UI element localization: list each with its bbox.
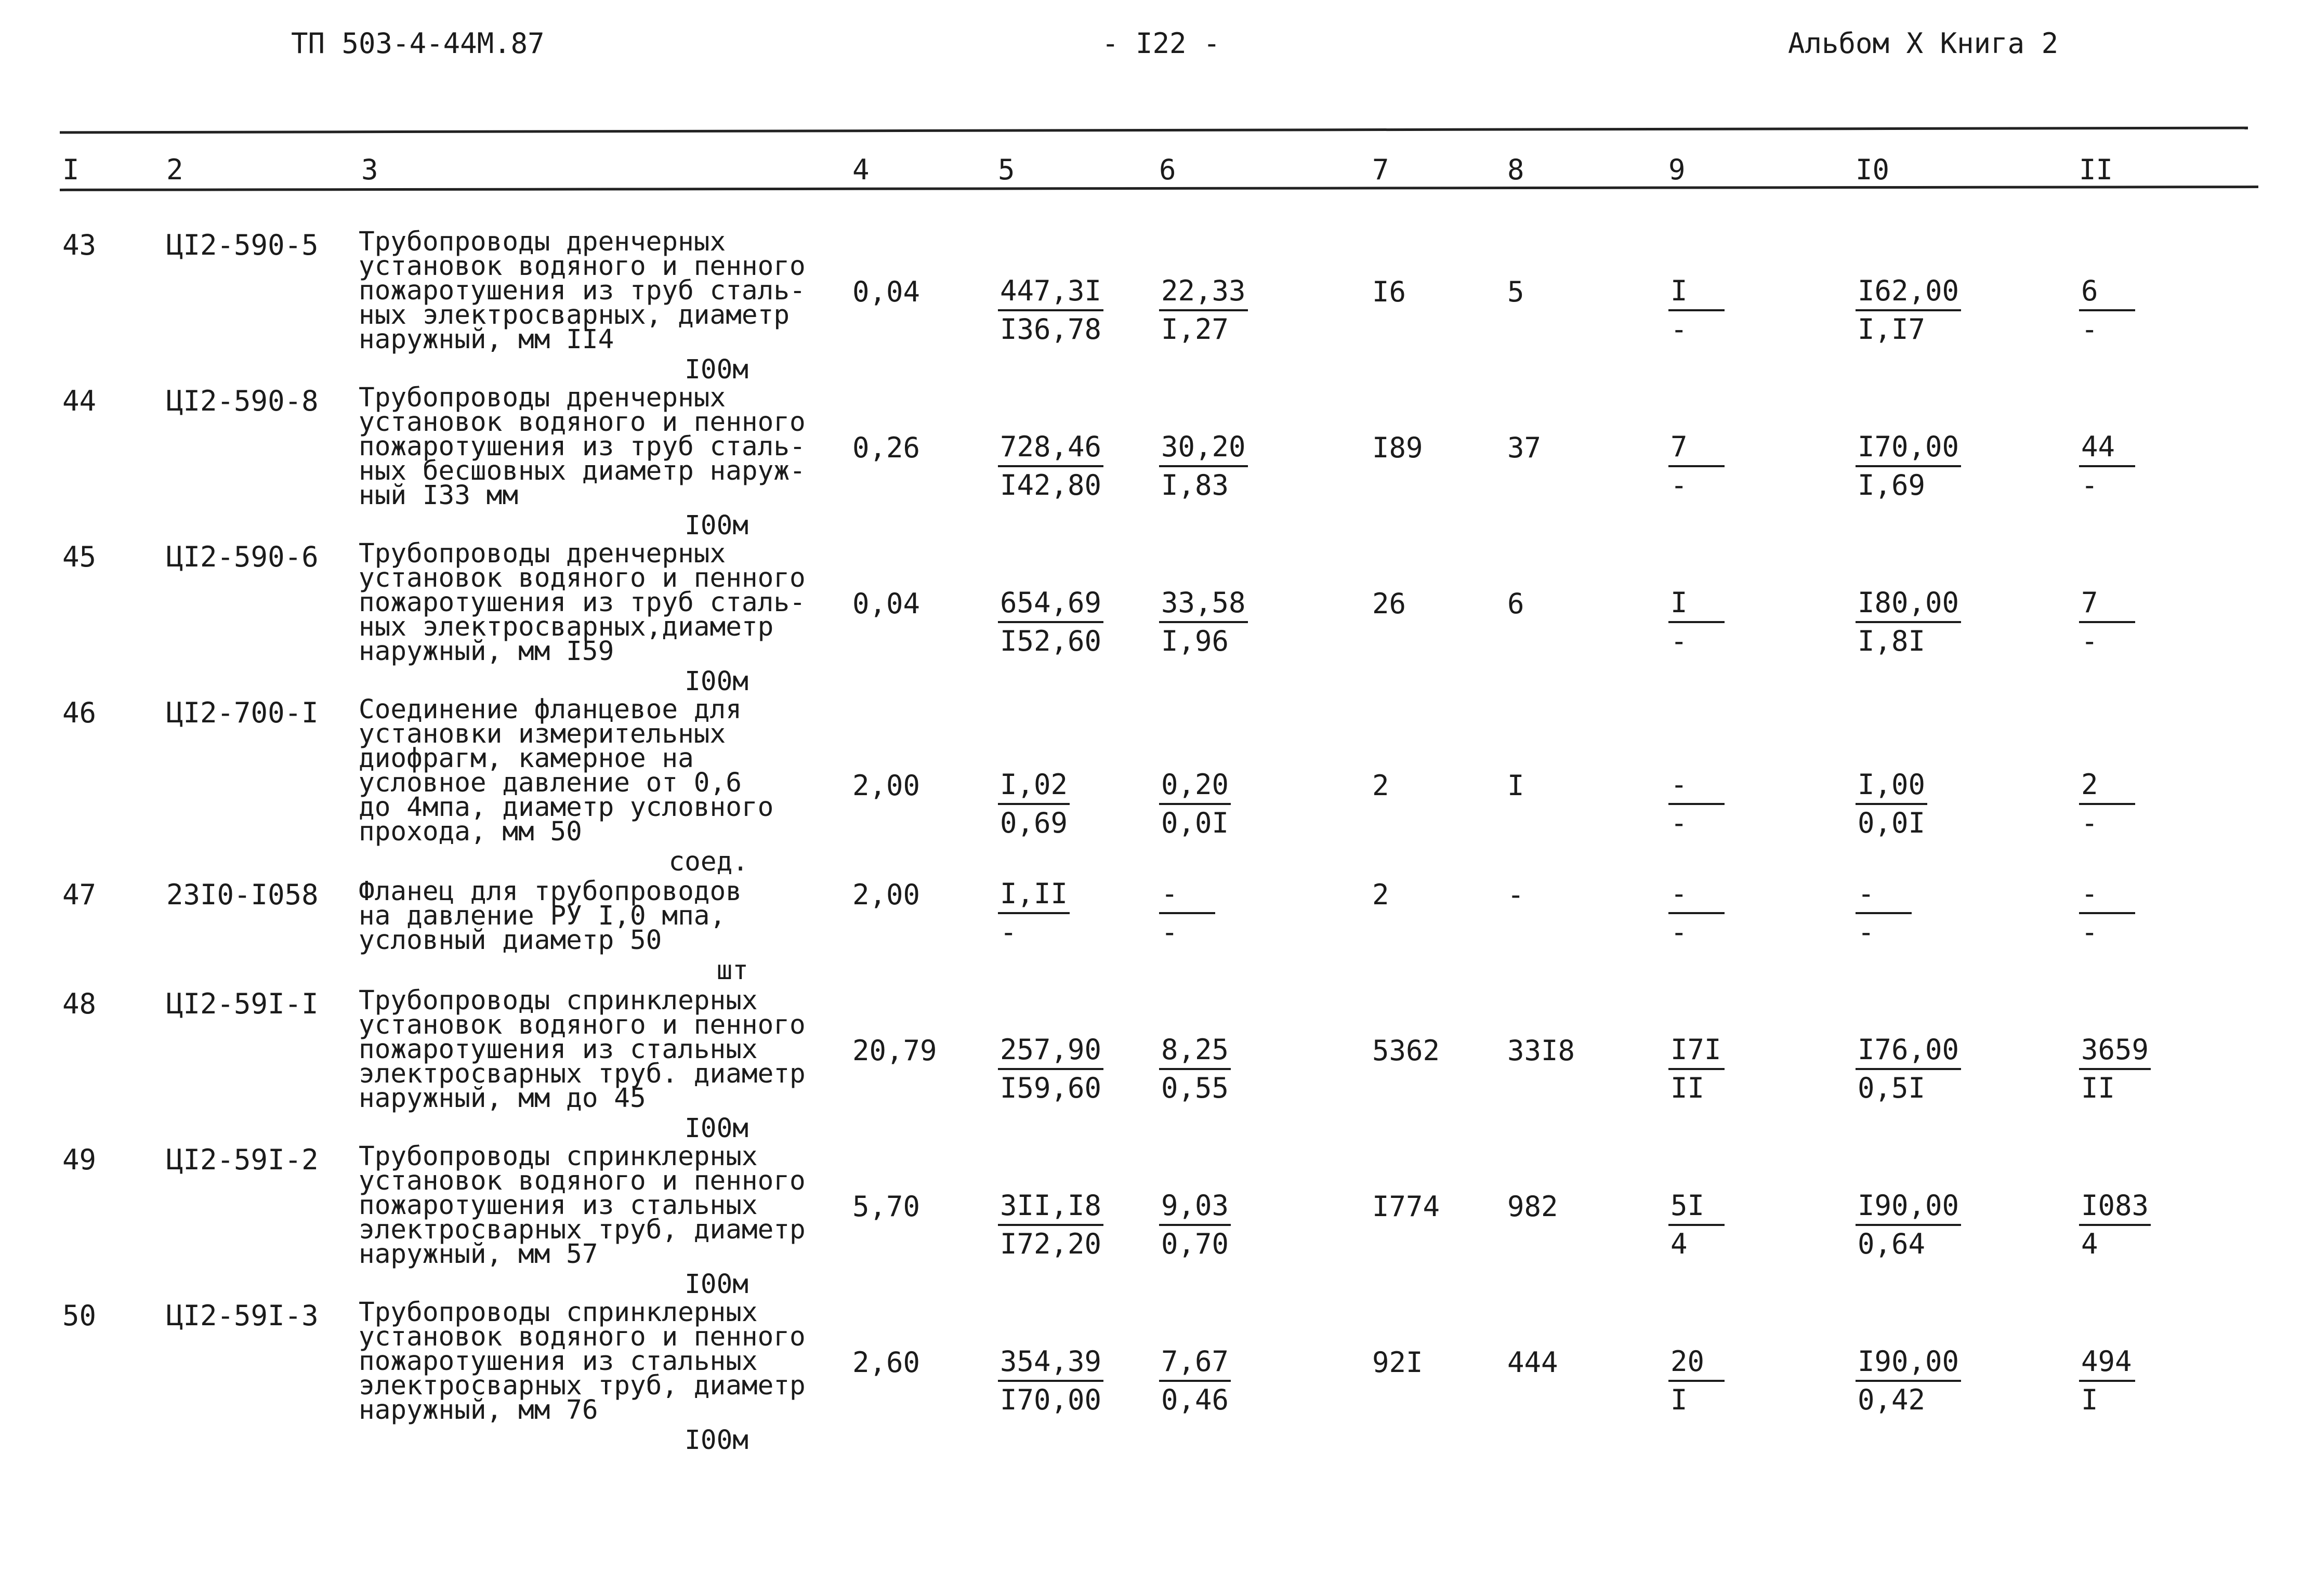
col-8-value: 37 xyxy=(1507,431,1542,464)
work-description xyxy=(359,694,811,847)
wage-fraction xyxy=(1159,767,1231,841)
fraction-numerator: - xyxy=(1668,767,1725,805)
norm-code: ЦI2-59I-I xyxy=(166,987,319,1020)
fraction-numerator: 20 xyxy=(1668,1343,1725,1382)
fraction-numerator: I xyxy=(1668,585,1725,623)
description-line: Соединение фланцевое для xyxy=(359,694,742,725)
col-9-fraction xyxy=(1668,1188,1725,1262)
unit-cost-fraction xyxy=(998,429,1103,504)
description-line: наружный, мм 76 xyxy=(359,1395,598,1426)
col-9-fraction xyxy=(1668,1343,1725,1418)
description-line: ный I33 мм xyxy=(359,480,519,511)
fraction-denominator: 4 xyxy=(1670,1228,1688,1260)
col-11-fraction xyxy=(2079,273,2135,348)
fraction-denominator: 0,46 xyxy=(1161,1383,1229,1416)
fraction-numerator: I80,00 xyxy=(1856,585,1961,623)
quantity: 20,79 xyxy=(852,1034,937,1067)
fraction-numerator: 6 xyxy=(2079,273,2135,311)
column-header-6: 6 xyxy=(1159,153,1176,186)
fraction-denominator: - xyxy=(1670,916,1688,948)
col-11-fraction xyxy=(2079,1188,2151,1262)
col-10-fraction xyxy=(1856,585,1961,659)
col-11-fraction xyxy=(2079,1343,2135,1418)
column-header-7: 7 xyxy=(1372,153,1389,186)
description-line: наружный, мм I59 xyxy=(359,636,614,667)
wage-fraction xyxy=(1159,585,1248,659)
fraction-denominator: - xyxy=(1161,916,1178,948)
fraction-numerator: 7,67 xyxy=(1159,1343,1231,1382)
wage-fraction xyxy=(1159,876,1215,951)
description-line: Трубопроводы спринклерных xyxy=(359,1141,758,1172)
quantity: 5,70 xyxy=(852,1190,920,1223)
description-line: наружный, мм до 45 xyxy=(359,1083,646,1114)
row-number: 46 xyxy=(62,696,97,729)
col-8-value: 6 xyxy=(1507,587,1524,620)
description-line: Фланец для трубопроводов xyxy=(359,876,742,907)
work-description xyxy=(359,382,811,511)
description-line: ных электросварных,диаметр xyxy=(359,612,774,642)
unit-cost-fraction xyxy=(998,767,1070,841)
fraction-numerator: - xyxy=(1159,876,1215,914)
col-8-value: 5 xyxy=(1507,275,1524,308)
column-header-11: II xyxy=(2079,153,2113,186)
col-11-fraction xyxy=(2079,876,2135,951)
description-line: пожаротушения из труб сталь- xyxy=(359,431,806,462)
fraction-denominator: 0,55 xyxy=(1161,1072,1229,1104)
fraction-denominator: I36,78 xyxy=(1000,313,1102,346)
row-number: 43 xyxy=(62,229,97,261)
fraction-denominator: I,27 xyxy=(1161,313,1229,346)
row-number: 48 xyxy=(62,987,97,1020)
fraction-numerator: 5I xyxy=(1668,1188,1725,1226)
fraction-denominator: - xyxy=(1670,469,1688,502)
unit-cost-fraction xyxy=(998,1343,1103,1418)
description-line: установок водяного и пенного xyxy=(359,1322,806,1352)
col-11-fraction xyxy=(2079,429,2135,504)
work-description xyxy=(359,985,811,1114)
description-line: Трубопроводы дренчерных xyxy=(359,538,726,569)
work-description xyxy=(359,876,811,956)
norm-code: 23I0-I058 xyxy=(166,878,319,911)
fraction-denominator: I52,60 xyxy=(1000,625,1102,657)
row-number: 50 xyxy=(62,1299,97,1332)
fraction-denominator: 0,0I xyxy=(1161,807,1229,839)
col-9-fraction xyxy=(1668,876,1725,951)
fraction-numerator: 354,39 xyxy=(998,1343,1103,1382)
unit-cost-fraction xyxy=(998,876,1070,951)
fraction-denominator: 0,70 xyxy=(1161,1228,1229,1260)
description-line: пожаротушения из стальных xyxy=(359,1346,758,1377)
description-line: диофрагм, камерное на xyxy=(359,743,694,774)
column-header-2: 2 xyxy=(166,153,183,186)
unit-cost-fraction xyxy=(998,1032,1103,1106)
fraction-denominator: - xyxy=(2081,313,2098,346)
description-line: наружный, мм 57 xyxy=(359,1239,598,1270)
fraction-numerator: 44 xyxy=(2079,429,2135,467)
fraction-numerator: 7 xyxy=(1668,429,1725,467)
fraction-denominator: - xyxy=(2081,916,2098,948)
description-line: установок водяного и пенного xyxy=(359,1166,806,1196)
fraction-denominator: 0,64 xyxy=(1858,1228,1926,1260)
fraction-denominator: - xyxy=(1670,807,1688,839)
col-7-value: 2 xyxy=(1372,878,1389,911)
work-description xyxy=(359,1141,811,1270)
fraction-numerator: I,00 xyxy=(1856,767,1927,805)
fraction-numerator: 7 xyxy=(2079,585,2135,623)
fraction-numerator: 447,3I xyxy=(998,273,1103,311)
norm-code: ЦI2-59I-3 xyxy=(166,1299,319,1332)
wage-fraction xyxy=(1159,273,1248,348)
fraction-numerator: I62,00 xyxy=(1856,273,1961,311)
work-description xyxy=(359,227,811,355)
description-line: наружный, мм II4 xyxy=(359,324,614,355)
fraction-numerator: 30,20 xyxy=(1159,429,1248,467)
quantity: 2,00 xyxy=(852,769,920,802)
quantity: 0,04 xyxy=(852,587,920,620)
fraction-numerator: 22,33 xyxy=(1159,273,1248,311)
fraction-numerator: I7I xyxy=(1668,1032,1725,1070)
top-rule xyxy=(60,127,2248,134)
fraction-numerator: I xyxy=(1668,273,1725,311)
fraction-denominator: 0,0I xyxy=(1858,807,1926,839)
col-9-fraction xyxy=(1668,429,1725,504)
document-code: ТП 503-4-44М.87 xyxy=(291,27,545,60)
column-header-3: 3 xyxy=(361,153,378,186)
fraction-numerator: I70,00 xyxy=(1856,429,1961,467)
unit-of-measure: шт xyxy=(716,955,748,986)
col-8-value: 444 xyxy=(1507,1346,1558,1379)
fraction-denominator: - xyxy=(2081,469,2098,502)
description-line: ных бесшовных диаметр наруж- xyxy=(359,456,806,486)
fraction-numerator: 3II,I8 xyxy=(998,1188,1103,1226)
fraction-numerator: 9,03 xyxy=(1159,1188,1231,1226)
col-7-value: 5362 xyxy=(1372,1034,1440,1067)
fraction-denominator: I xyxy=(2081,1383,2098,1416)
col-10-fraction xyxy=(1856,767,1927,841)
description-line: установок водяного и пенного xyxy=(359,251,806,282)
fraction-numerator: I76,00 xyxy=(1856,1032,1961,1070)
fraction-numerator: 728,46 xyxy=(998,429,1103,467)
fraction-denominator: I,I7 xyxy=(1858,313,1926,346)
fraction-numerator: 257,90 xyxy=(998,1032,1103,1070)
work-description xyxy=(359,538,811,667)
quantity: 0,04 xyxy=(852,275,920,308)
unit-of-measure: I00м xyxy=(685,1425,748,1456)
wage-fraction xyxy=(1159,429,1248,504)
description-line: Трубопроводы спринклерных xyxy=(359,985,758,1016)
fraction-denominator: I42,80 xyxy=(1000,469,1102,502)
fraction-denominator: - xyxy=(2081,625,2098,657)
fraction-denominator: - xyxy=(2081,807,2098,839)
fraction-denominator: I70,00 xyxy=(1000,1383,1102,1416)
fraction-numerator: - xyxy=(1668,876,1725,914)
norm-code: ЦI2-700-I xyxy=(166,696,319,729)
unit-cost-fraction xyxy=(998,273,1103,348)
description-line: установок водяного и пенного xyxy=(359,1010,806,1040)
description-line: электросварных труб, диаметр xyxy=(359,1215,806,1245)
description-line: условное давление от 0,6 xyxy=(359,768,742,798)
description-line: установок водяного и пенного xyxy=(359,563,806,593)
unit-of-measure: I00м xyxy=(685,666,748,697)
unit-cost-fraction xyxy=(998,1188,1103,1262)
fraction-denominator: II xyxy=(2081,1072,2115,1104)
col-10-fraction xyxy=(1856,1343,1961,1418)
column-header-5: 5 xyxy=(998,153,1015,186)
description-line: на давление РУ I,0 мпа, xyxy=(359,901,726,931)
norm-code: ЦI2-590-5 xyxy=(166,229,319,261)
fraction-numerator: 8,25 xyxy=(1159,1032,1231,1070)
page-number: - I22 - xyxy=(1102,27,1220,60)
fraction-numerator: I,02 xyxy=(998,767,1070,805)
row-number: 44 xyxy=(62,385,97,417)
description-line: электросварных труб. диаметр xyxy=(359,1059,806,1089)
row-number: 45 xyxy=(62,540,97,573)
unit-cost-fraction xyxy=(998,585,1103,659)
col-7-value: 2 xyxy=(1372,769,1389,802)
description-line: установки измерительных xyxy=(359,719,726,749)
description-line: Трубопроводы спринклерных xyxy=(359,1297,758,1328)
col-11-fraction xyxy=(2079,585,2135,659)
fraction-numerator: I,II xyxy=(998,876,1070,914)
fraction-numerator: I90,00 xyxy=(1856,1343,1961,1382)
unit-of-measure: I00м xyxy=(685,354,748,385)
fraction-denominator: I,8I xyxy=(1858,625,1926,657)
col-8-value: - xyxy=(1507,878,1524,911)
description-line: до 4мпа, диаметр условного xyxy=(359,792,774,823)
fraction-numerator: - xyxy=(2079,876,2135,914)
fraction-denominator: 0,5I xyxy=(1858,1072,1926,1104)
wage-fraction xyxy=(1159,1343,1231,1418)
fraction-denominator: I,69 xyxy=(1858,469,1926,502)
col-9-fraction xyxy=(1668,585,1725,659)
fraction-denominator: - xyxy=(1858,916,1875,948)
fraction-denominator: I xyxy=(1670,1383,1688,1416)
fraction-denominator: - xyxy=(1670,313,1688,346)
col-7-value: I774 xyxy=(1372,1190,1440,1223)
description-line: Трубопроводы дренчерных xyxy=(359,382,726,413)
fraction-numerator: 654,69 xyxy=(998,585,1103,623)
album-label: Альбом X Книга 2 xyxy=(1788,27,2059,60)
description-line: Трубопроводы дренчерных xyxy=(359,227,726,257)
fraction-numerator: 0,20 xyxy=(1159,767,1231,805)
fraction-denominator: - xyxy=(1000,916,1017,948)
wage-fraction xyxy=(1159,1188,1231,1262)
fraction-denominator: - xyxy=(1670,625,1688,657)
fraction-denominator: 4 xyxy=(2081,1228,2098,1260)
column-header-4: 4 xyxy=(852,153,870,186)
norm-code: ЦI2-590-6 xyxy=(166,540,319,573)
quantity: 0,26 xyxy=(852,431,920,464)
col-10-fraction xyxy=(1856,1032,1961,1106)
fraction-numerator: I90,00 xyxy=(1856,1188,1961,1226)
norm-code: ЦI2-59I-2 xyxy=(166,1143,319,1176)
col-10-fraction xyxy=(1856,429,1961,504)
col-8-value: 982 xyxy=(1507,1190,1558,1223)
col-10-fraction xyxy=(1856,876,1912,951)
unit-of-measure: I00м xyxy=(685,1269,748,1300)
description-line: пожаротушения из труб сталь- xyxy=(359,275,806,306)
description-line: прохода, мм 50 xyxy=(359,816,582,847)
unit-of-measure: соед. xyxy=(668,847,748,877)
norm-code: ЦI2-590-8 xyxy=(166,385,319,417)
wage-fraction xyxy=(1159,1032,1231,1106)
col-11-fraction xyxy=(2079,767,2135,841)
quantity: 2,60 xyxy=(852,1346,920,1379)
row-number: 49 xyxy=(62,1143,97,1176)
row-number: 47 xyxy=(62,878,97,911)
header-rule xyxy=(60,186,2258,191)
description-line: пожаротушения из труб сталь- xyxy=(359,587,806,618)
fraction-denominator: 0,69 xyxy=(1000,807,1068,839)
col-9-fraction xyxy=(1668,1032,1725,1106)
column-header-9: 9 xyxy=(1668,153,1686,186)
unit-of-measure: I00м xyxy=(685,510,748,541)
description-line: пожаротушения из стальных xyxy=(359,1190,758,1221)
fraction-denominator: I72,20 xyxy=(1000,1228,1102,1260)
col-10-fraction xyxy=(1856,273,1961,348)
fraction-numerator: - xyxy=(1856,876,1912,914)
column-header-10: I0 xyxy=(1856,153,1890,186)
col-8-value: I xyxy=(1507,769,1524,802)
col-7-value: I6 xyxy=(1372,275,1406,308)
fraction-denominator: I,83 xyxy=(1161,469,1229,502)
col-7-value: 26 xyxy=(1372,587,1406,620)
col-10-fraction xyxy=(1856,1188,1961,1262)
col-11-fraction xyxy=(2079,1032,2151,1106)
column-header-1: I xyxy=(62,153,80,186)
description-line: ных электросварных, диаметр xyxy=(359,300,790,331)
fraction-numerator: 3659 xyxy=(2079,1032,2151,1070)
fraction-denominator: I,96 xyxy=(1161,625,1229,657)
fraction-numerator: 2 xyxy=(2079,767,2135,805)
fraction-numerator: 494 xyxy=(2079,1343,2135,1382)
col-9-fraction xyxy=(1668,273,1725,348)
fraction-denominator: II xyxy=(1670,1072,1705,1104)
fraction-denominator: I59,60 xyxy=(1000,1072,1102,1104)
col-7-value: I89 xyxy=(1372,431,1423,464)
col-8-value: 33I8 xyxy=(1507,1034,1575,1067)
description-line: электросварных труб, диаметр xyxy=(359,1370,806,1401)
col-7-value: 92I xyxy=(1372,1346,1423,1379)
unit-of-measure: I00м xyxy=(685,1113,748,1144)
description-line: условный диаметр 50 xyxy=(359,925,662,956)
fraction-denominator: 0,42 xyxy=(1858,1383,1926,1416)
column-header-8: 8 xyxy=(1507,153,1524,186)
description-line: установок водяного и пенного xyxy=(359,407,806,438)
work-description xyxy=(359,1297,811,1426)
fraction-numerator: 33,58 xyxy=(1159,585,1248,623)
fraction-numerator: I083 xyxy=(2079,1188,2151,1226)
description-line: пожаротушения из стальных xyxy=(359,1034,758,1065)
col-9-fraction xyxy=(1668,767,1725,841)
quantity: 2,00 xyxy=(852,878,920,911)
